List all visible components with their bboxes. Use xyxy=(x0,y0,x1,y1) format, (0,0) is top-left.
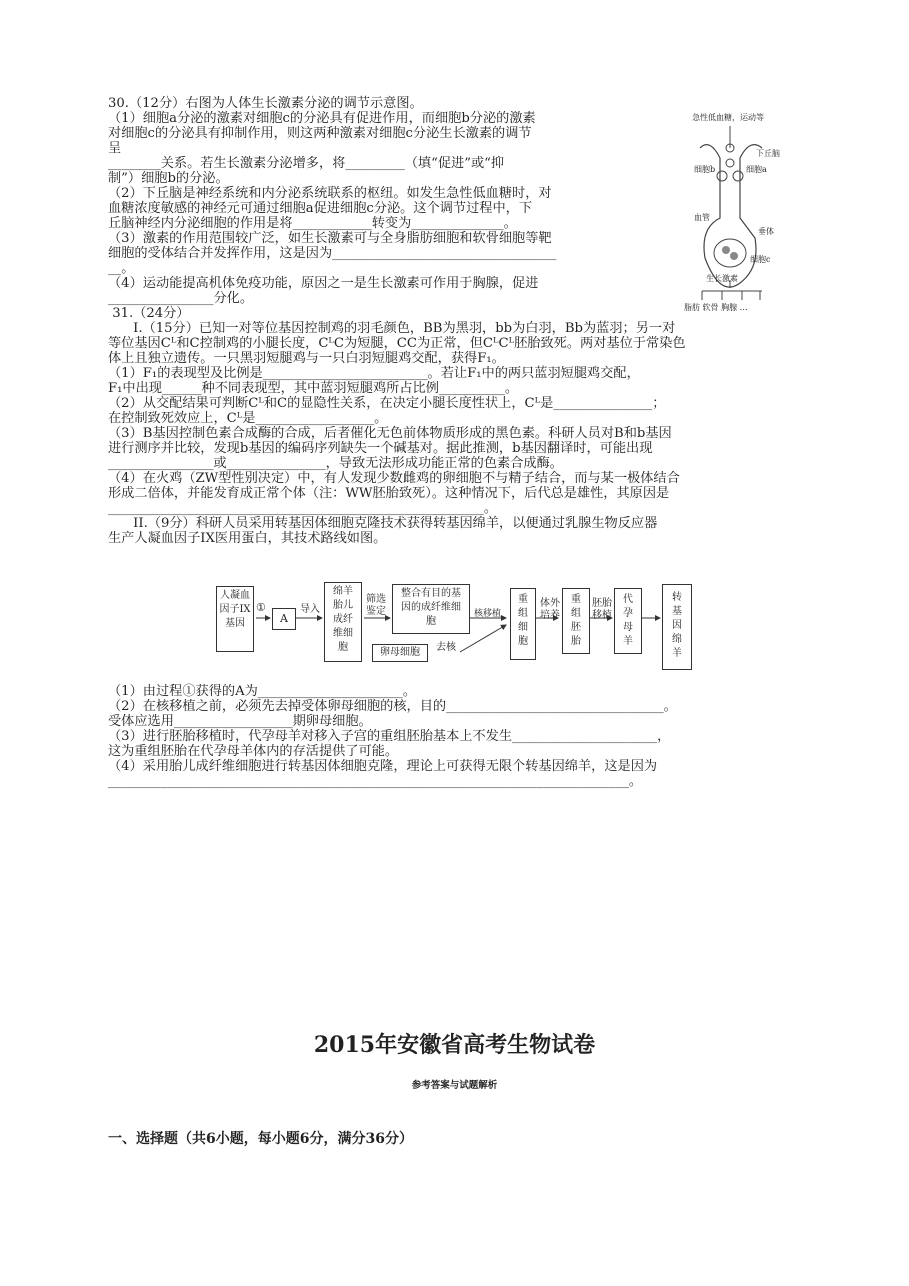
text-line: _______________________________________________________________________________。 xyxy=(108,774,643,789)
text-line: 体上且独立遗传。一只黑羽短腿鸡与一只白羽短腿鸡交配，获得F₁。 xyxy=(108,351,505,366)
step1-label: ① xyxy=(256,601,266,614)
import-label: 导入 xyxy=(300,604,320,615)
text-line: 形成二倍体，并能发育成正常个体（注：WW胚胎致死）。这种情况下，后代总是雄性，其原因是 xyxy=(108,486,670,501)
text-line: （3）激素的作用范围较广泛，如生长激素可与全身脂肪细胞和软骨细胞等靶 xyxy=(108,231,552,246)
text-line: 30.（12分）右图为人体生长激素分泌的调节示意图。 xyxy=(108,96,423,111)
text-line: 31.（24分） xyxy=(108,306,190,321)
text-line: （2）在核移植之前，必须先去掉受体卵母细胞的核，目的_________________________________。 xyxy=(108,699,677,714)
text-line: ________关系。若生长激素分泌增多，将_________（填“促进”或“抑 xyxy=(108,156,505,171)
text-line: I.（15分）已知一对等位基因控制鸡的羽毛颜色，BB为黑羽，bb为白羽，Bb为蓝羽；另一对 xyxy=(108,321,676,336)
culture-label: 体外培养 xyxy=(540,598,560,621)
text-line: 呈 xyxy=(108,141,122,156)
text-line: 等位基因Cᴸ和C控制鸡的小腿长度，CᴸC为短腿，CC为正常，但CᴸCᴸ胚胎致死。两对基位于常染色 xyxy=(108,336,686,351)
label-targets: 脂肪 软骨 胸腺 … xyxy=(684,303,748,312)
text-line: （2）下丘脑是神经系统和内分泌系统联系的枢纽。如发生急性低血糖时，对 xyxy=(108,186,552,201)
tech-route-figure xyxy=(214,580,704,680)
embryo-box: 重组胚胎 xyxy=(562,588,590,654)
section-heading: 一、选择题（共6小题，每小题6分，满分36分） xyxy=(108,1131,413,1147)
text-line: _________________________________________________________。 xyxy=(108,501,498,516)
text-line: （4）在火鸡（ZW型性别决定）中，有人发现少数雌鸡的卵细胞不与精子结合，而与某一极体结合 xyxy=(108,471,680,486)
integrated-box: 整合有目的基因的成纤维细胞 xyxy=(392,584,470,634)
text-line: II.（9分）科研人员采用转基因体细胞克隆技术获得转基因绵羊，以便通过乳腺生物反应器 xyxy=(108,516,658,531)
text-line: __。 xyxy=(108,261,135,276)
text-line: 这为重组胚胎在代孕母羊体内的存活提供了可能。 xyxy=(108,744,399,759)
text-line: ________________或_______________，导致无法形成功能正常的色素合成酶。 xyxy=(108,456,563,471)
label-vessel: 血管 xyxy=(694,213,710,222)
paper-subtitle: 参考答案与试题解析 xyxy=(411,1080,498,1091)
result-box: 转基因绵羊 xyxy=(662,584,692,670)
paper-title: 2015年安徽省高考生物试卷 xyxy=(313,1032,596,1058)
text-line: （3）B基因控制色素合成酶的合成，后者催化无色前体物质形成的黑色素。科研人员对B和b基因 xyxy=(108,426,672,441)
text-line: 制”）细胞b的分泌。 xyxy=(108,171,229,186)
text-line: （1）F₁的表现型及比例是_________________________。若让F₁中的两只蓝羽短腿鸡交配， xyxy=(108,366,640,381)
recombinant-cell-box: 重组细胞 xyxy=(510,588,536,660)
text-line: 细胞的受体结合并发挥作用，这是因为__________________________________ xyxy=(108,246,557,261)
text-line: F₁中出现______种不同表现型，其中蓝羽短腿鸡所占比例__________。 xyxy=(108,381,519,396)
a-box: A xyxy=(272,608,296,630)
text-line: （1）由过程①获得的A为______________________。 xyxy=(108,684,417,699)
nuclear-transfer-label: 核移植 xyxy=(474,609,502,619)
fibroblast-box: 绵羊胎儿成纤维细胞 xyxy=(324,582,362,662)
select-label: 筛选鉴定 xyxy=(366,594,386,617)
text-line: （2）从交配结果可判断Cᴸ和C的显隐性关系，在决定小腿长度性状上，Cᴸ是_______________； xyxy=(108,396,666,411)
text-line: 丘脑神经内分泌细胞的作用是将____________转变为______________。 xyxy=(108,216,517,231)
transfer-label: 胚胎移植 xyxy=(592,598,612,621)
text-line: （4）运动能提高机体免疫功能，原因之一是生长激素可作用于胸腺，促进 xyxy=(108,276,539,291)
label-cell-c: 细胞c xyxy=(750,255,771,264)
label-hypothalamus: 下丘脑 xyxy=(756,149,780,158)
surrogate-box: 代孕母羊 xyxy=(614,588,642,654)
text-line: 进行测序并比较，发现b基因的编码序列缺失一个碱基对。据此推测，b基因翻译时，可能出现 xyxy=(108,441,653,456)
label-top: 急性低血糖，运动等 xyxy=(692,113,764,122)
text-line: （1）细胞a分泌的激素对细胞c的分泌具有促进作用，而细胞b分泌的激素 xyxy=(108,111,536,126)
label-pituitary: 垂体 xyxy=(758,227,774,236)
text-line: （3）进行胚胎移植时，代孕母羊对移入子宫的重组胚胎基本上不发生______________________， xyxy=(108,729,671,744)
text-line: （4）采用胎儿成纤维细胞进行转基因体细胞克隆，理论上可获得无限个转基因绵羊，这是因为 xyxy=(108,759,658,774)
text-line: 对细胞c的分泌具有抑制作用，则这两种激素对细胞c分泌生长激素的调节 xyxy=(108,126,532,141)
label-cell-b: 细胞b xyxy=(694,165,716,174)
text-line: 在控制致死效应上，Cᴸ是__________________。 xyxy=(108,411,388,426)
text-line: 生产人凝血因子IX医用蛋白，其技术路线如图。 xyxy=(108,531,387,546)
text-line: ________________分化。 xyxy=(108,291,254,306)
enucleate-label: 去核 xyxy=(436,642,456,653)
label-cell-a: 细胞a xyxy=(746,165,767,174)
hormone-regulation-figure xyxy=(680,108,780,318)
text-line: 受体应选用__________________期卵母细胞。 xyxy=(108,714,372,729)
text-line: 血糖浓度敏感的神经元可通过细胞a促进细胞c分泌。这个调节过程中，下 xyxy=(108,201,533,216)
gene-box: 人凝血因子IX基因 xyxy=(216,586,254,652)
oocyte-box: 卵母细胞 xyxy=(372,644,428,662)
label-growth-hormone: 生长激素 xyxy=(706,274,738,283)
